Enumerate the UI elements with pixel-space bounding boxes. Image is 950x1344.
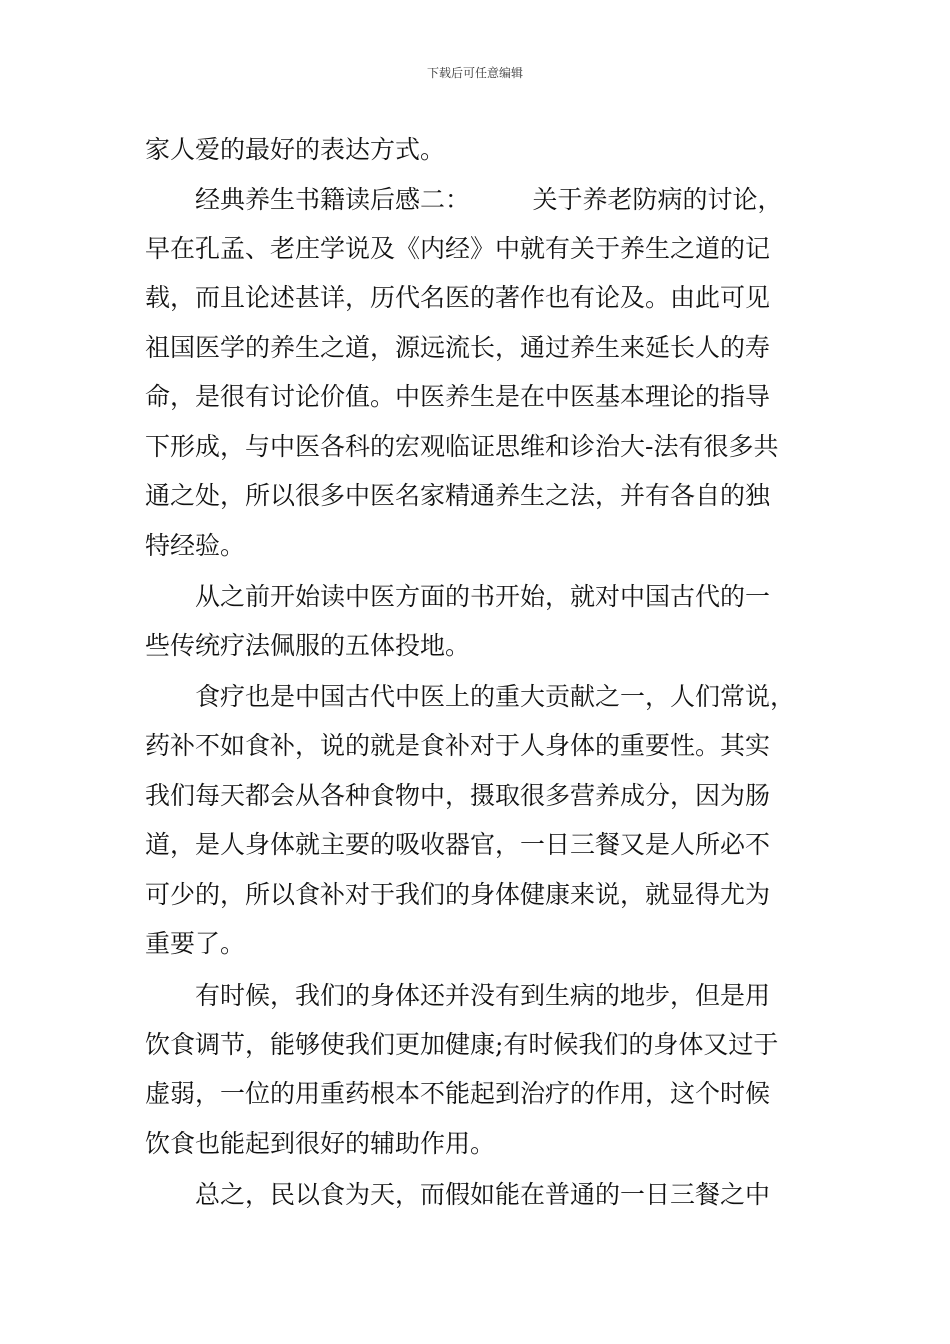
text-line: 通之处，所以很多中医名家精通养生之法，并有各自的独: [145, 481, 771, 510]
text-line: 命，是很有讨论价值。中医养生是在中医基本理论的指导: [145, 382, 771, 411]
text-line: 可少的，所以食补对于我们的身体健康来说，就显得尤为: [145, 880, 771, 909]
text-line: 有时候，我们的身体还并没有到生病的地步，但是用: [145, 981, 771, 1010]
text-line: 家人爱的最好的表达方式。: [145, 135, 446, 164]
text-line: 总之，民以食为天，而假如能在普通的一日三餐之中: [145, 1180, 771, 1209]
text-line: 下形成，与中医各科的宏观临证思维和诊治大-法有很多共: [145, 432, 779, 461]
text-line: 食疗也是中国古代中医上的重大贡献之一，人们常说，: [145, 682, 796, 711]
text-line: 饮食调节，能够使我们更加健康;有时候我们的身体又过于: [145, 1030, 779, 1059]
text-line: 虚弱，一位的用重药根本不能起到治疗的作用，这个时候: [145, 1079, 771, 1108]
text-line: 祖国医学的养生之道，源远流长，通过养生来延长人的寿: [145, 333, 771, 362]
text-line: 药补不如食补，说的就是食补对于人身体的重要性。其实: [145, 731, 771, 760]
text-line: 特经验。: [145, 531, 246, 560]
text-line: 早在孔孟、老庄学说及《内经》中就有关于养生之道的记: [145, 234, 771, 263]
text-line: 从之前开始读中医方面的书开始，就对中国古代的一: [145, 582, 771, 611]
text-line: 些传统疗法佩服的五体投地。: [145, 631, 471, 660]
text-line: 道，是人身体就主要的吸收器官，一日三餐又是人所必不: [145, 830, 771, 859]
text-line: 载，而且论述甚详，历代名医的著作也有论及。由此可见: [145, 283, 771, 312]
text-line: 饮食也能起到很好的辅助作用。: [145, 1129, 496, 1158]
page-header: 下载后可任意编辑: [426, 66, 523, 80]
text-line: 我们每天都会从各种食物中，摄取很多营养成分，因为肠: [145, 781, 771, 810]
text-line: 经典养生书籍读后感二： 关于养老防病的讨论，: [145, 185, 783, 214]
text-line: 重要了。: [145, 929, 246, 958]
